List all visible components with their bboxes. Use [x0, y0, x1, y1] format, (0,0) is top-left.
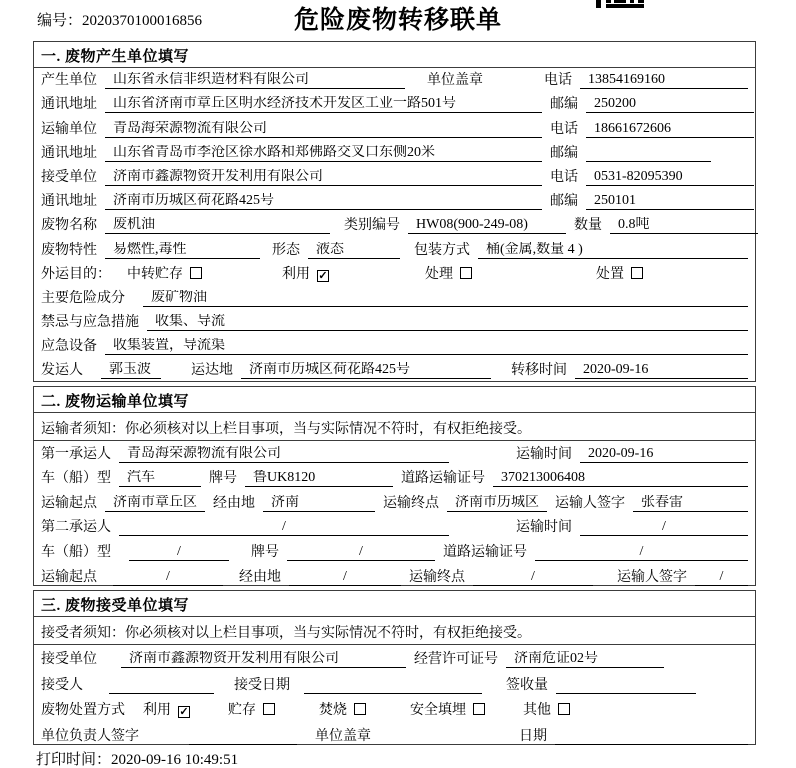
- page-title: 危险废物转移联单: [293, 7, 502, 34]
- form-row: [41, 564, 748, 589]
- field-label: 废物处置方式: [41, 703, 125, 719]
- receiving-unit-name: 济南市鑫源物资开发利用有限公司: [121, 651, 406, 668]
- waste-name: 废机油: [105, 217, 330, 234]
- field-label: 邮编: [550, 97, 578, 113]
- disposal-other-checkbox: [558, 703, 570, 715]
- carrier2-terminus: /: [473, 569, 593, 586]
- field-label: 产生单位: [41, 73, 97, 89]
- transporter-notice: 运输者须知：你必须核对以上栏目事项，当与实际情况不符时，有权拒绝接受。: [34, 413, 755, 441]
- carrier2-signature: /: [695, 569, 748, 586]
- field-label: 第二承运人: [41, 520, 111, 536]
- field-label: 包装方式: [414, 242, 470, 258]
- print-time-label: 打印时间：: [36, 752, 112, 768]
- field-label: 形态: [272, 242, 300, 258]
- purpose-disposal-label: 处置: [596, 266, 624, 282]
- purpose-disposal: [596, 267, 643, 283]
- print-time-value: 2020-09-16 10:49:51: [111, 752, 239, 768]
- transporter-postcode: [586, 161, 711, 162]
- waste-characteristics: 易燃性,毒性: [105, 242, 260, 259]
- disposal-reuse-label: 利用: [143, 703, 171, 719]
- producer-phone: 13854169160: [580, 72, 748, 89]
- responsible-person-signature: [189, 744, 297, 745]
- form-row: [41, 697, 748, 723]
- waste-category-code: HW08(900-249-08): [408, 217, 566, 234]
- section-producer: [33, 41, 756, 382]
- field-label: 接受单位: [41, 651, 97, 667]
- emergency-equipment: 收集装置，导流渠: [105, 338, 748, 355]
- form-row: [41, 141, 748, 165]
- field-label: 道路运输证号: [443, 544, 527, 560]
- field-label: 运输人签字: [555, 495, 625, 511]
- form-row: [41, 334, 748, 358]
- receiver-postcode: 250101: [586, 193, 754, 210]
- field-label: 废物名称: [41, 218, 97, 234]
- disposal-reuse-checkbox: ✓: [179, 706, 189, 719]
- receiver-name: 济南市鑫源物资开发利用有限公司: [105, 169, 542, 186]
- destination: 济南市历城区荷花路425号: [241, 362, 491, 379]
- form-row: [41, 722, 748, 748]
- consignor-name: 郭玉波: [101, 362, 161, 379]
- section-producer-title: 一. 废物产生单位填写: [34, 42, 755, 68]
- disposal-other: [523, 703, 570, 719]
- field-label: 经由地: [239, 569, 281, 585]
- producer-address: 山东省济南市章丘区明水经济技术开发区工业一路501号: [105, 96, 542, 113]
- receive-person: [109, 693, 214, 694]
- disposal-other-label: 其他: [523, 703, 551, 719]
- field-label: 日期: [519, 729, 547, 745]
- transporter-phone: 18661672606: [586, 121, 754, 138]
- purpose-transfer-storage-label: 中转贮存: [127, 266, 183, 282]
- carrier2-plate-no: /: [287, 544, 435, 561]
- field-label: 电话: [550, 121, 578, 137]
- disposal-storage: [228, 703, 275, 719]
- receive-date: [304, 693, 482, 694]
- field-label: 类别编号: [344, 218, 400, 234]
- carrier1-name: 青岛海荣源物流有限公司: [119, 446, 449, 463]
- section-receiver-title: 三. 废物接受单位填写: [34, 591, 755, 617]
- purpose-transfer-storage: [127, 267, 202, 283]
- field-label: 运输人签字: [617, 569, 687, 585]
- field-label: 通讯地址: [41, 97, 97, 113]
- producer-postcode: 250200: [586, 96, 754, 113]
- carrier1-road-transport-cert: 370213006408: [493, 470, 748, 487]
- waste-quantity: 0.8吨: [610, 217, 758, 234]
- disposal-safe-landfill: [410, 703, 485, 719]
- form-row: [41, 358, 748, 382]
- field-label: 道路运输证号: [401, 471, 485, 487]
- field-label: 牌号: [209, 471, 237, 487]
- field-label: 车（船）型: [41, 544, 111, 560]
- field-label: 牌号: [251, 544, 279, 560]
- waste-form: 液态: [308, 242, 400, 259]
- main-hazard-component: 废矿物油: [143, 290, 748, 307]
- carrier1-plate-no: 鲁UK8120: [245, 470, 393, 487]
- form-row: [41, 286, 748, 310]
- carrier1-origin: 济南市章丘区: [105, 495, 205, 512]
- field-label: 数量: [574, 218, 602, 234]
- seal-date: [555, 744, 748, 745]
- form-row: [41, 213, 748, 237]
- qr-code-fragment-icon: [596, 0, 648, 9]
- form-row: [41, 68, 748, 92]
- section-transporter-title: 二. 废物运输单位填写: [34, 387, 755, 413]
- field-label: 应急设备: [41, 339, 97, 355]
- producer-name: 山东省永信非织造材料有限公司: [105, 72, 405, 89]
- form-row: [41, 671, 748, 697]
- form-row: [41, 515, 748, 540]
- field-label: 运输起点: [41, 495, 97, 511]
- disposal-incineration-checkbox: [354, 703, 366, 715]
- field-label: 外运目的：: [41, 266, 111, 282]
- form-row: [41, 116, 748, 140]
- purpose-transfer-storage-checkbox: [190, 267, 202, 279]
- carrier1-signature: 张春雷: [633, 495, 748, 512]
- carrier1-vehicle-type: 汽车: [119, 470, 201, 487]
- disposal-incineration: [319, 703, 366, 719]
- carrier2-origin: /: [113, 569, 223, 586]
- packaging-method: 桶(金属,数量 4 ): [478, 242, 748, 259]
- form-row: [41, 645, 748, 671]
- transfer-date: 2020-09-16: [575, 362, 748, 379]
- field-label: 转移时间: [511, 363, 567, 379]
- section-receiver-rows: [34, 645, 755, 748]
- receiver-address: 济南市历城区荷花路425号: [105, 193, 542, 210]
- field-label: 签收量: [506, 677, 548, 693]
- contraindication-emergency-measures: 收集、导流: [147, 314, 748, 331]
- field-label: 发运人: [41, 363, 83, 379]
- field-label: 电话: [550, 169, 578, 185]
- field-label: 通讯地址: [41, 194, 97, 210]
- document-number-value: 2020370100016856: [82, 13, 203, 29]
- transporter-name: 青岛海荣源物流有限公司: [105, 121, 542, 138]
- receiver-phone: 0531-82095390: [586, 169, 754, 186]
- form-row: [41, 189, 748, 213]
- received-quantity: [556, 693, 696, 694]
- carrier2-name: /: [119, 519, 449, 536]
- form-row: [41, 466, 748, 491]
- document-number-label: 编号：: [37, 13, 83, 29]
- disposal-reuse: [143, 703, 190, 719]
- field-label: 邮编: [550, 194, 578, 210]
- purpose-reuse-checkbox: ✓: [318, 269, 328, 282]
- purpose-reuse-label: 利用: [282, 266, 310, 282]
- purpose-reuse: [282, 267, 329, 283]
- field-label: 运输时间: [516, 520, 572, 536]
- print-time: [36, 748, 238, 768]
- field-label: 禁忌与应急措施: [41, 315, 139, 331]
- field-label: 接受日期: [234, 677, 290, 693]
- section-transporter: [33, 386, 756, 586]
- carrier2-transport-date: /: [580, 519, 748, 536]
- carrier1-transport-date: 2020-09-16: [580, 446, 748, 463]
- disposal-safe-landfill-checkbox: [473, 703, 485, 715]
- purpose-treatment-checkbox: [460, 267, 472, 279]
- field-label: 第一承运人: [41, 446, 111, 462]
- form-row: [41, 539, 748, 564]
- section-transporter-rows: [34, 441, 755, 589]
- operating-license-no: 济南危证02号: [506, 651, 664, 668]
- field-label: 运输时间: [516, 446, 572, 462]
- form-row: [41, 490, 748, 515]
- field-label: 运输起点: [41, 569, 97, 585]
- field-label: 单位负责人签字: [41, 729, 139, 745]
- disposal-safe-landfill-label: 安全填埋: [410, 703, 466, 719]
- field-label: 电话: [544, 73, 572, 89]
- field-label: 经营许可证号: [414, 651, 498, 667]
- carrier2-vehicle-type: /: [129, 544, 229, 561]
- form-row: [41, 237, 748, 261]
- carrier1-via: 济南: [263, 495, 375, 512]
- carrier1-terminus: 济南市历城区: [447, 495, 547, 512]
- field-label: 经由地: [213, 495, 255, 511]
- field-label: 车（船）型: [41, 471, 111, 487]
- disposal-storage-checkbox: [263, 703, 275, 715]
- form-row: [41, 165, 748, 189]
- field-label: 运输终点: [383, 495, 439, 511]
- carrier2-road-transport-cert: /: [535, 544, 748, 561]
- field-label: 废物特性: [41, 242, 97, 258]
- field-label: 接受单位: [41, 169, 97, 185]
- producer-seal-label: 单位盖章: [427, 73, 483, 89]
- form-row: [41, 92, 748, 116]
- disposal-storage-label: 贮存: [228, 703, 256, 719]
- section-receiver: [33, 590, 756, 745]
- carrier2-via: /: [289, 569, 401, 586]
- field-label: 运达地: [191, 363, 233, 379]
- field-label: 运输终点: [409, 569, 465, 585]
- purpose-treatment-label: 处理: [425, 266, 453, 282]
- section-producer-rows: [34, 68, 755, 382]
- field-label: 邮编: [550, 145, 578, 161]
- field-label: 运输单位: [41, 121, 97, 137]
- form-row: [41, 441, 748, 466]
- disposal-incineration-label: 焚烧: [319, 703, 347, 719]
- field-label: 接受人: [41, 677, 83, 693]
- transporter-address: 山东省青岛市李沧区徐水路和郑佛路交叉口东侧20米: [105, 145, 542, 162]
- purpose-disposal-checkbox: [631, 267, 643, 279]
- field-label: 通讯地址: [41, 145, 97, 161]
- receiver-notice: 接受者须知：你必须核对以上栏目事项，当与实际情况不符时，有权拒绝接受。: [34, 617, 755, 645]
- field-label: 主要危险成分: [41, 290, 125, 306]
- form-row: [41, 262, 748, 286]
- receiver-seal-label: 单位盖章: [315, 729, 371, 745]
- purpose-treatment: [425, 267, 472, 283]
- form-row: [41, 310, 748, 334]
